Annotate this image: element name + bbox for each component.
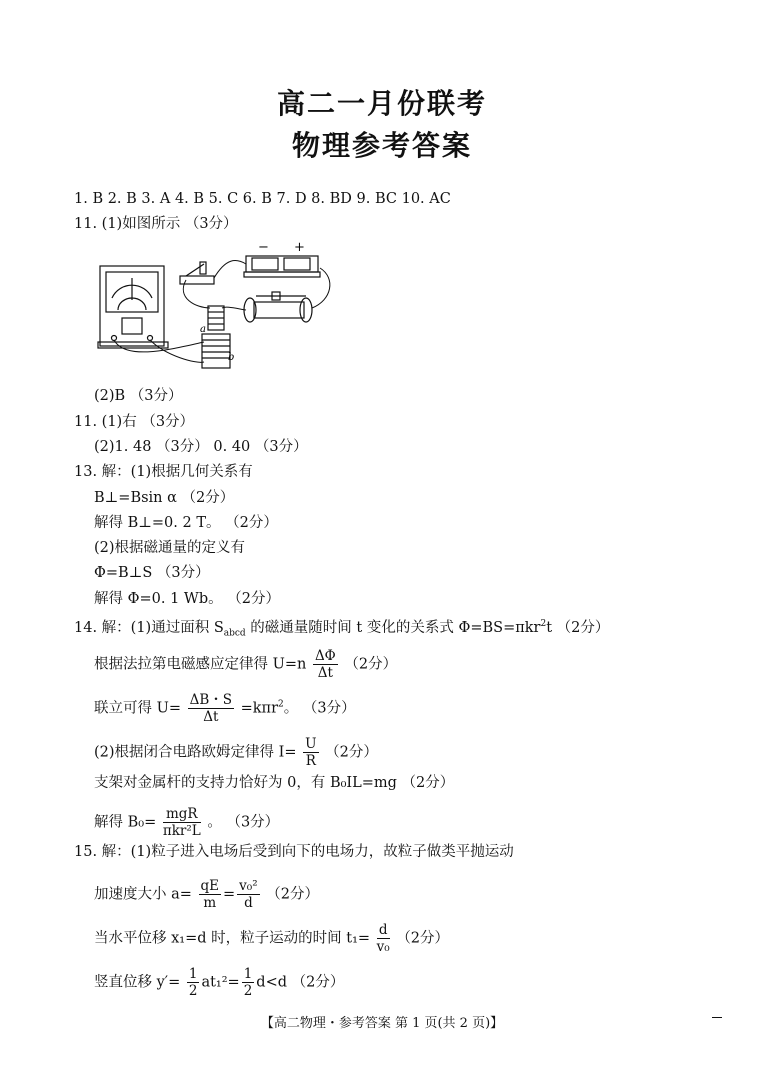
q14-line6-frac: $\frac{\text{mgR}}{\text{πkr²L}}$: [162, 806, 201, 839]
q15-line2-b: （2分）: [266, 886, 319, 903]
q14-line4-a: (2)根据闭合电路欧姆定律得 I=: [94, 744, 297, 761]
q14-line5: 支架对金属杆的支持力恰好为 0，有 B₀IL=mg （2分）: [94, 775, 455, 791]
q13-line5: Φ=B⊥S （3分）: [94, 565, 210, 581]
q15-line4-b: at₁²=: [201, 974, 240, 991]
label-b: b: [228, 352, 235, 363]
q14-line4: [94, 736, 378, 769]
rheostat: [244, 292, 312, 322]
circuit-figure: [96, 238, 336, 378]
q14-line3-b: =kπr: [240, 700, 279, 717]
q13-line6: 解得 Φ=0. 1 Wb。 （2分）: [94, 591, 280, 607]
q14-line2: [94, 648, 397, 681]
battery-plus: +: [294, 240, 305, 255]
q14-line6-a: 解得 B₀=: [94, 814, 157, 831]
q11b-line2: (2)1. 48 （3分） 0. 40 （3分）: [94, 439, 308, 455]
corner-mark: [712, 1017, 722, 1018]
q15-line3-frac: $\frac{d}{\text{v₀}}$: [376, 922, 390, 955]
q15-line3-a: 当水平位移 x₁=d 时，粒子运动的时间 t₁=: [94, 930, 371, 947]
coil-a: [208, 306, 224, 330]
q15-line2-frac1: $\frac{qE}{m}$: [200, 878, 220, 911]
choice-answers: 1. B 2. B 3. A 4. B 5. C 6. B 7. D 8. BD 9. BC 10. AC: [74, 191, 451, 207]
label-a: a: [200, 324, 206, 335]
q15-line3-b: （2分）: [396, 930, 450, 947]
battery: [244, 256, 320, 277]
q14-line3-frac: $\frac{\Delta B・S}{\Delta t}$: [189, 692, 233, 725]
q13-line1: 13. 解：(1)根据几何关系有: [74, 464, 253, 480]
q15-line2-frac2: $\frac{\text{v₀²}}{d}$: [239, 878, 258, 911]
q13-line4: (2)根据磁通量的定义有: [94, 540, 246, 556]
q14-line2-a: 根据法拉第电磁感应定律得 U=n: [94, 656, 307, 673]
q14-line1-c: t （2分）: [546, 619, 610, 636]
galvanometer: [98, 266, 168, 348]
page-footer: 【高二物理・参考答案 第 1 页(共 2 页)】: [260, 1016, 504, 1031]
battery-minus: −: [258, 240, 269, 255]
q14-line3-c: 。 （3分）: [283, 700, 356, 717]
q14-line3: 联立可得 U= $\frac{\Delta B・S}{\Delta t}$ =kπr$^2$。 （3分）: [94, 692, 356, 725]
q15-line3: [94, 922, 449, 955]
q14-line1-b: 的磁通量随时间 t 变化的关系式 Φ=BS=πkr: [245, 619, 541, 636]
q14-line3-a: 联立可得 U=: [94, 700, 181, 717]
q15-line4-frac1: $\frac{1}{2}$: [188, 966, 198, 999]
coil-b: [202, 334, 230, 368]
q14-line1-a: 14. 解：(1)通过面积 S: [74, 619, 224, 636]
page-title: 高二一月份联考: [276, 87, 487, 120]
q15-line4: [94, 966, 344, 999]
q14-line4-b: （2分）: [325, 744, 378, 761]
q14-line6: [94, 806, 279, 839]
q15-line4-c: d<d （2分）: [256, 974, 345, 991]
q14-line2-frac: $\frac{\Delta\Phi}{\Delta t}$: [314, 648, 336, 681]
q15-line2: 加速度大小 a= $\frac{qE}{m}$ = $\frac{\text{v₀²}}{d}$ （2分）: [94, 878, 319, 911]
q14-line1: 14. 解：(1)通过面积 $S_{abcd}$ 的磁通量随时间 t 变化的关系式 Φ=BS=πkr$^2$t （2分）: [74, 619, 610, 639]
q13-line2: B⊥=Bsin α （2分）: [94, 490, 235, 506]
q14-line2-b: （2分）: [344, 656, 398, 673]
q15-line2-a: 加速度大小 a=: [94, 886, 192, 903]
page-subtitle: 物理参考答案: [291, 129, 472, 162]
q15-line4-frac2: $\frac{1}{2}$: [243, 966, 253, 999]
q11a-line1: 11. (1)如图所示 （3分）: [74, 216, 238, 232]
q14-line4-frac: $\frac{U}{R}$: [305, 736, 317, 769]
q15-line1: 15. 解：(1)粒子进入电场后受到向下的电场力，故粒子做类平抛运动: [74, 844, 514, 860]
q11a-line2: (2)B （3分）: [94, 388, 183, 404]
q14-line6-b: 。 （3分）: [207, 814, 280, 831]
q14-line1-sub: abcd: [223, 628, 246, 639]
q11b-line1: 11. (1)右 （3分）: [74, 414, 195, 430]
q13-line3: 解得 B⊥=0. 2 T。 （2分）: [94, 515, 278, 531]
q15-line4-a: 竖直位移 y′=: [94, 974, 181, 991]
